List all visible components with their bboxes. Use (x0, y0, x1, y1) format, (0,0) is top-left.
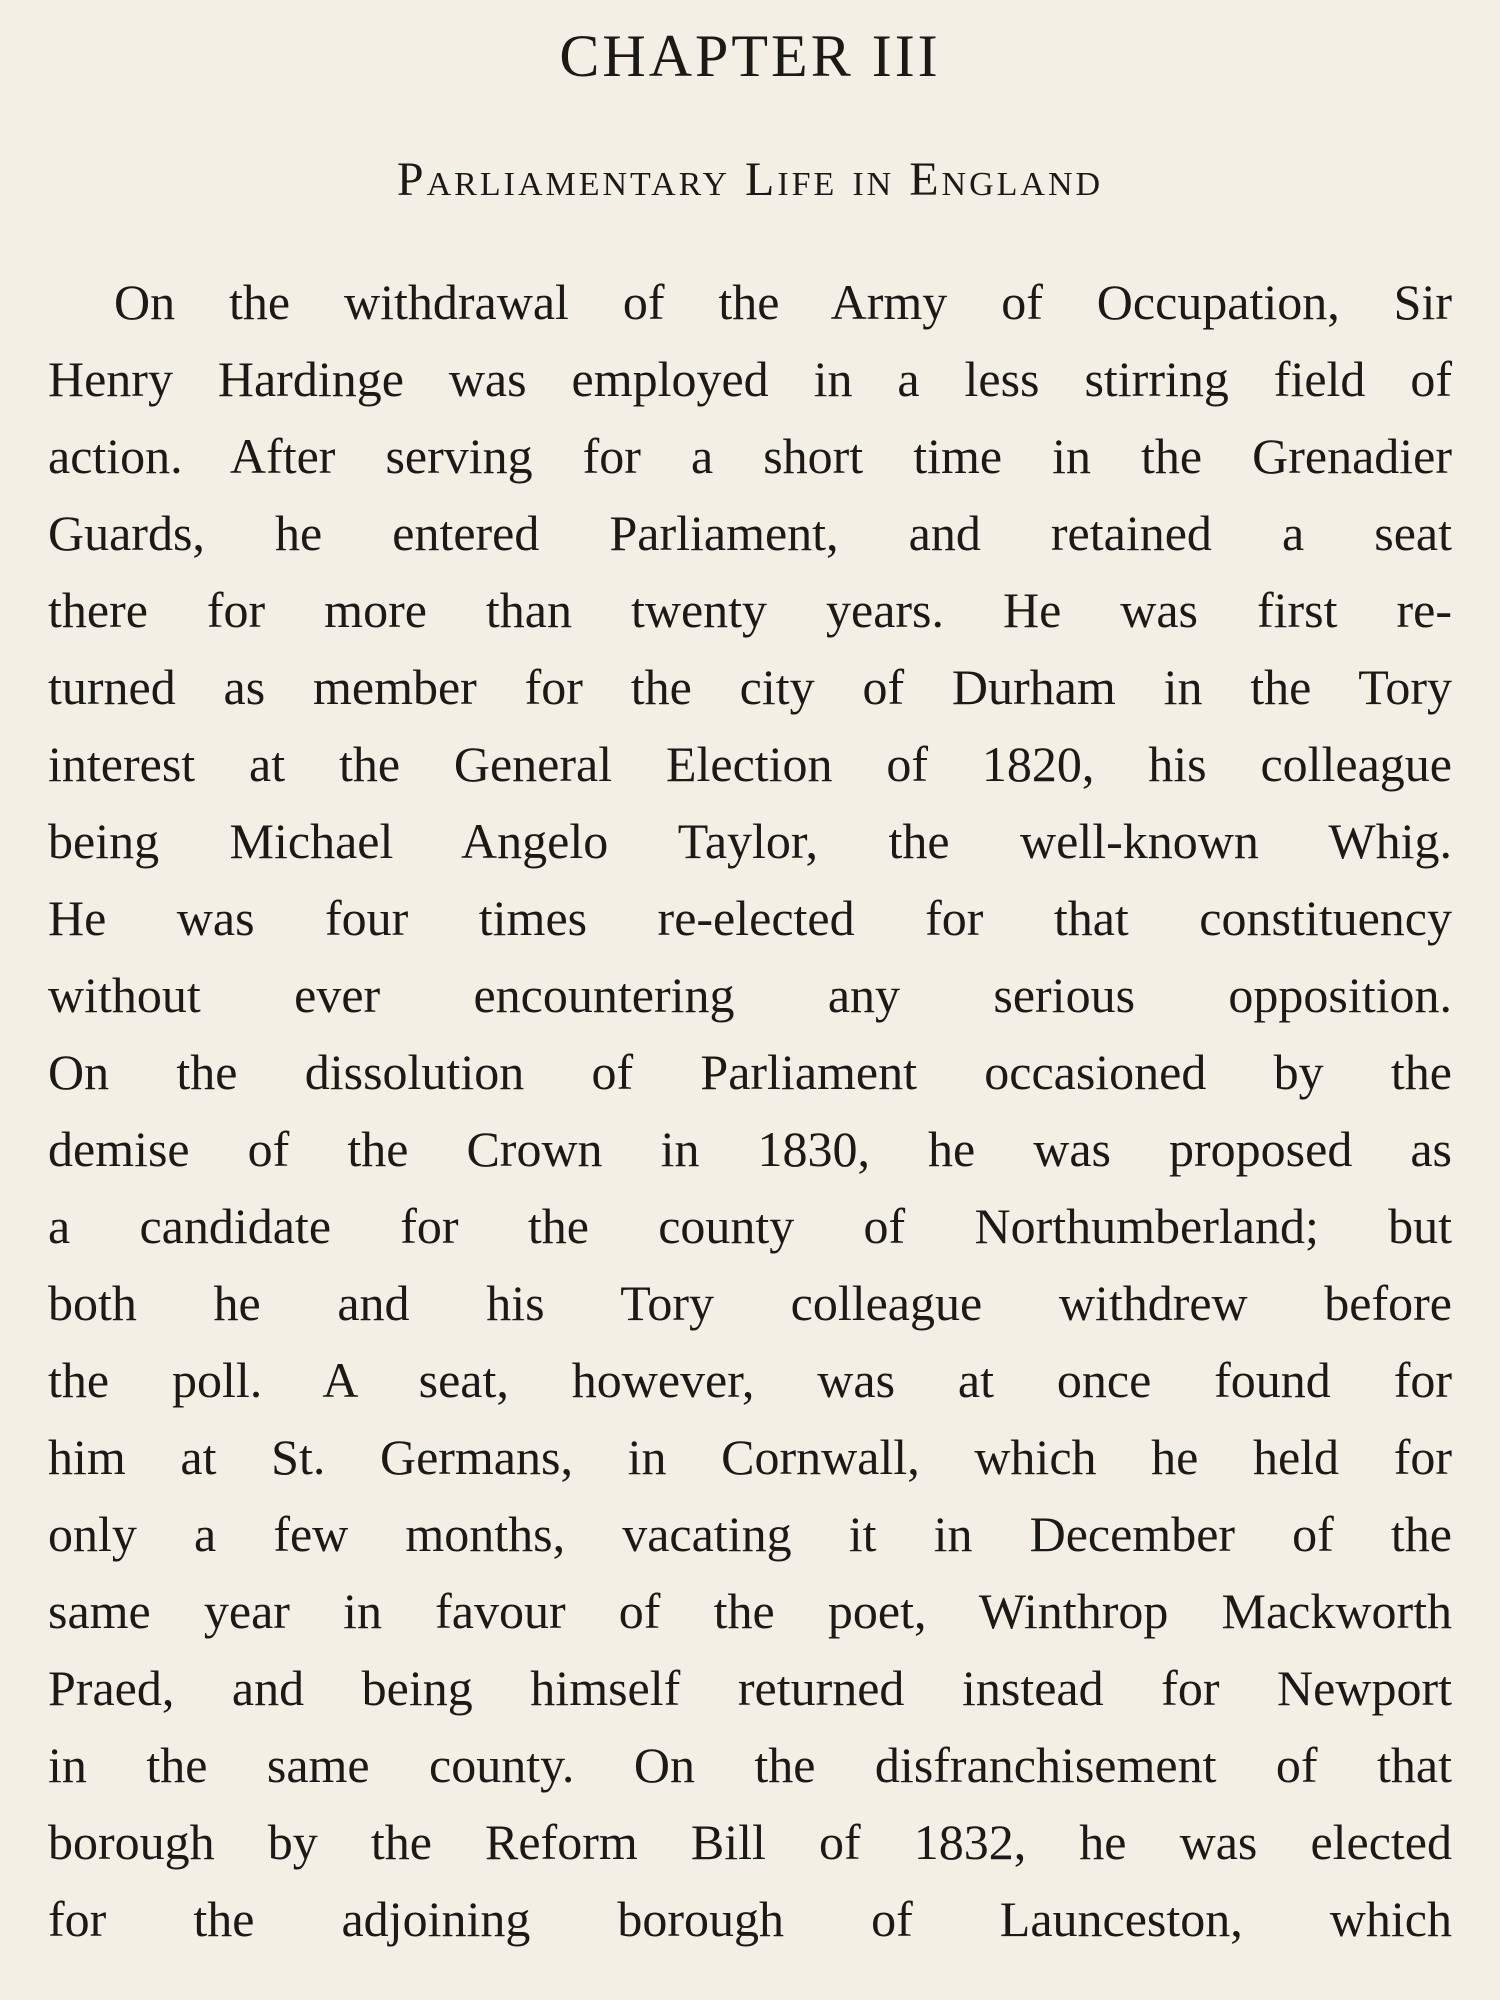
text-line: On the withdrawal of the Army of Occupation, Sir (114, 274, 1452, 330)
text-line: without ever encountering any serious opposition. (48, 967, 1452, 1023)
chapter-title: Parliamentary Life in England (396, 153, 1104, 206)
text-line: a candidate for the county of Northumberland; but (48, 1198, 1452, 1254)
text-line: borough by the Reform Bill of 1832, he was elected (48, 1814, 1452, 1870)
text-line: action. After serving for a short time in the Grenadier (48, 428, 1452, 484)
text-line: demise of the Crown in 1830, he was proposed as (48, 1121, 1452, 1177)
text-line: same year in favour of the poet, Winthrop Mackworth (48, 1583, 1452, 1639)
text-line: Guards, he entered Parliament, and retained a seat (48, 505, 1452, 561)
text-line: the poll. A seat, however, was at once found for (48, 1352, 1452, 1408)
chapter-number-heading: CHAPTER III (559, 23, 941, 89)
text-line: both he and his Tory colleague withdrew before (48, 1275, 1452, 1331)
text-line: there for more than twenty years. He was first re- (48, 582, 1452, 638)
text-line: turned as member for the city of Durham in the Tory (48, 659, 1452, 715)
text-line: He was four times re-elected for that constituency (48, 890, 1452, 946)
text-line: Praed, and being himself returned instead for Newport (48, 1660, 1452, 1716)
text-line: in the same county. On the disfranchisement of that (48, 1737, 1452, 1793)
text-line: On the dissolution of Parliament occasioned by the (48, 1044, 1452, 1100)
text-line: him at St. Germans, in Cornwall, which he held for (48, 1429, 1452, 1485)
body-paragraph (48, 264, 1452, 1958)
text-line: being Michael Angelo Taylor, the well-known Whig. (48, 813, 1452, 869)
text-line: Henry Hardinge was employed in a less stirring field of (48, 351, 1452, 407)
text-line: only a few months, vacating it in December of the (48, 1506, 1452, 1562)
text-line: for the adjoining borough of Launceston, which (48, 1891, 1452, 1947)
text-line: interest at the General Election of 1820, his colleague (48, 736, 1452, 792)
